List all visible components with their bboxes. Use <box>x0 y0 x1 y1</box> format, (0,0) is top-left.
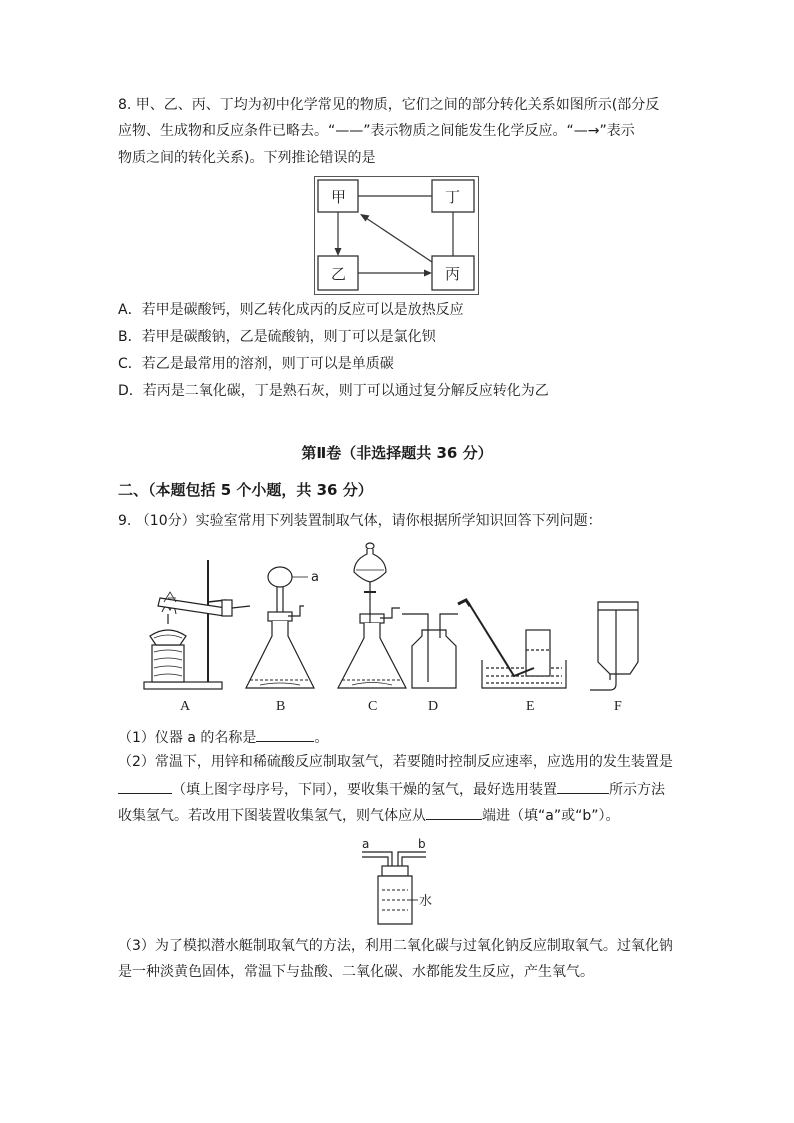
apparatus-d <box>402 614 458 688</box>
q8-option-d: D．若丙是二氧化碳，丁是熟石灰，则丁可以通过复分解反应转化为乙 <box>118 383 549 399</box>
answer-blank-1[interactable] <box>256 726 314 742</box>
q8-option-c: C．若乙是最常用的溶剂，则丁可以是单质碳 <box>118 356 394 372</box>
q9-part-3-line-2: 是一种淡黄色固体，常温下与盐酸、二氧化碳、水都能发生反应，产生氧气。 <box>118 964 594 980</box>
label-E: E <box>526 699 535 714</box>
q8-line-1: 8. 甲、乙、丙、丁均为初中化学常见的物质，它们之间的部分转化关系如图所示(部分反 <box>118 97 660 113</box>
q9-part-2-line-1: （2）常温下，用锌和稀硫酸反应制取氢气，若要随时控制反应速率，应选用的发生装置是 <box>118 754 673 770</box>
q9-part-1-text: （1）仪器 a 的名称是 <box>118 730 257 746</box>
bottle-water-label: 水 <box>419 894 433 909</box>
label-F: F <box>614 699 622 714</box>
bottle-b-label: b <box>418 837 426 851</box>
q9-part-1-end: 。 <box>314 730 329 746</box>
apparatus-b <box>246 567 314 688</box>
answer-blank-4[interactable] <box>426 804 482 820</box>
water-bottle-diagram <box>358 836 448 928</box>
apparatus-c <box>338 543 406 688</box>
answer-blank-3[interactable] <box>557 778 609 794</box>
label-B: B <box>276 699 286 714</box>
q9-part-1 <box>118 726 328 748</box>
label-D: D <box>428 699 439 714</box>
label-C: C <box>368 699 378 714</box>
answer-blank-2[interactable] <box>118 778 172 794</box>
label-A: A <box>180 699 191 714</box>
q9-part-2-text-c: 收集氢气。若改用下图装置收集氢气，则气体应从 <box>118 808 426 824</box>
q9-part-2-line-2 <box>118 778 665 800</box>
q8-line-2: 应物、生成物和反应条件已略去。“——”表示物质之间能发生化学反应。“—→”表示 <box>118 123 635 139</box>
q9-part-3-line-1: （3）为了模拟潜水艇制取氧气的方法，利用二氧化碳与过氧化钠反应制取氧气。过氧化钠 <box>118 938 673 954</box>
q8-option-b: B．若甲是碳酸钠，乙是硫酸钠，则丁可以是氯化钡 <box>118 329 436 345</box>
q9-part-2-text-a: （填上图字母序号，下同），要收集干燥的氢气，最好选用装置 <box>172 782 557 798</box>
label-jia: 甲 <box>331 188 347 206</box>
marker-a-label: a <box>311 570 319 585</box>
apparatus-f <box>590 602 638 690</box>
q9-intro: 9. （10分）实验室常用下列装置制取气体，请你根据所学知识回答下列问题： <box>118 513 602 529</box>
q9-part-2-text-b: 所示方法 <box>609 782 665 798</box>
q8-relation-diagram <box>314 176 479 296</box>
q9-part-2-line-3 <box>118 804 619 826</box>
label-yi: 乙 <box>331 265 347 283</box>
q8-option-a: A．若甲是碳酸钙，则乙转化成丙的反应可以是放热反应 <box>118 302 464 318</box>
label-bing: 丙 <box>445 265 461 283</box>
section-title: 第Ⅱ卷（非选择题共 36 分） <box>301 444 493 462</box>
label-ding: 丁 <box>445 188 461 206</box>
q9-part-2-text-d: 端进（填“a”或“b”）。 <box>482 808 620 824</box>
apparatus-e <box>458 600 566 688</box>
section-heading: 二、（本题包括 5 个小题，共 36 分） <box>118 481 373 499</box>
apparatus-figure <box>140 540 660 715</box>
q8-line-3: 物质之间的转化关系)。下列推论错误的是 <box>118 150 376 166</box>
apparatus-a <box>144 560 250 689</box>
bottle-a-label: a <box>362 837 370 851</box>
